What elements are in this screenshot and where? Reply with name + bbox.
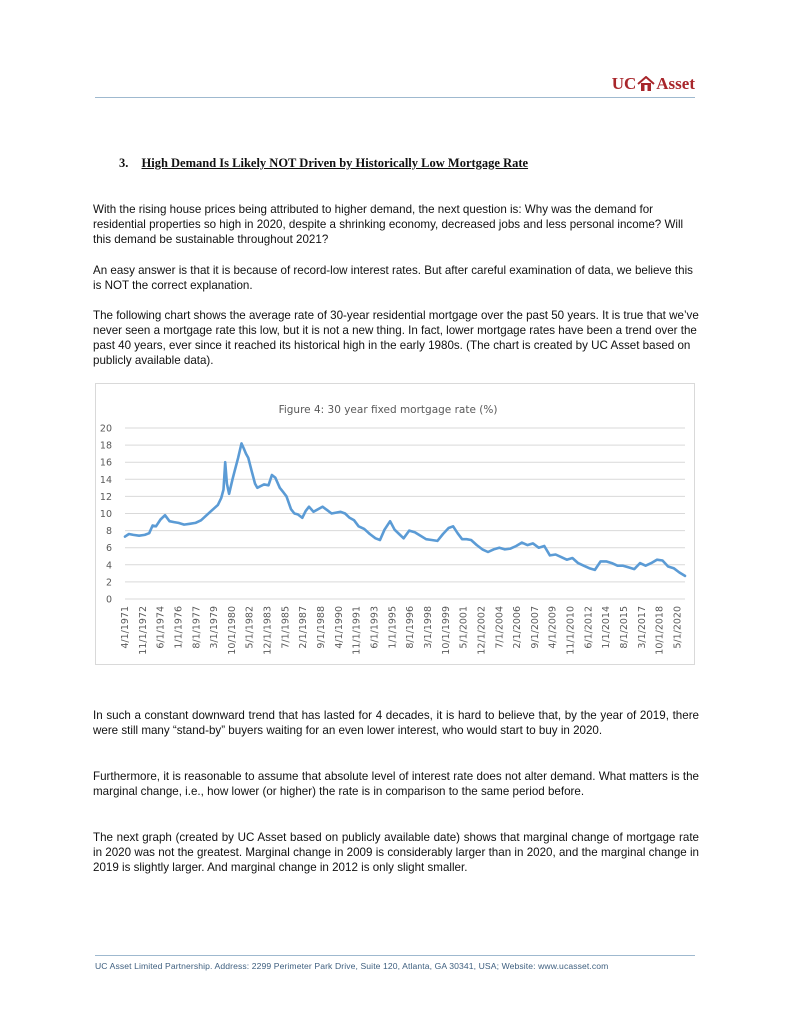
x-tick-label: 1/1/1995 <box>387 606 399 649</box>
section-heading <box>119 156 528 171</box>
x-tick-label: 6/1/1993 <box>369 606 381 649</box>
x-tick-label: 5/1/1982 <box>244 606 256 649</box>
x-tick-label: 4/1/1971 <box>120 606 131 649</box>
x-tick-label: 8/1/2015 <box>618 606 630 649</box>
footer-text: UC Asset Limited Partnership. Address: 2299 Perimeter Park Drive, Suite 120, Atlanta, GA 30341, USA; Website: www.ucasset.com <box>95 961 609 971</box>
x-tick-label: 11/1/1991 <box>351 606 363 655</box>
x-tick-label: 8/1/1996 <box>405 606 417 649</box>
x-tick-label: 12/1/1983 <box>262 606 274 655</box>
x-tick-label: 10/1/1980 <box>226 606 238 655</box>
x-tick-label: 10/1/1999 <box>440 606 452 655</box>
x-tick-label: 3/1/2017 <box>636 606 648 649</box>
x-tick-label: 6/1/1974 <box>155 606 167 649</box>
y-tick-label: 4 <box>105 560 112 572</box>
section-number: 3. <box>119 156 129 170</box>
logo-text-left: UC <box>611 74 637 93</box>
x-tick-label: 5/1/2020 <box>672 606 684 649</box>
x-tick-label: 8/1/1977 <box>191 606 203 649</box>
paragraph-4: In such a constant downward trend that has lasted for 4 decades, it is hard to believe that, by the year of 2019, there were still many “stand-by” buyers waiting for an even lower interest, who would start to buy in 2020. <box>93 709 699 737</box>
header-divider <box>95 97 695 98</box>
series-line-mortgage-rate <box>125 443 685 576</box>
x-tick-label: 5/1/2001 <box>458 606 470 649</box>
paragraph-2: An easy answer is that it is because of record-low interest rates. But after careful examination of data, we believe this is NOT the correct explanation. <box>93 264 693 292</box>
x-tick-label: 1/1/1976 <box>173 606 185 649</box>
x-tick-label: 1/1/2014 <box>601 606 613 649</box>
paragraph-6: The next graph (created by UC Asset based on publicly available date) shows that marginal change of mortgage rate in 2020 was not the greatest. Marginal change in 2009 is considerably larger than in 2020, and the marginal change in 2019 is slightly larger. And marginal change in 2012 is only slight smaller. <box>93 831 699 874</box>
y-tick-label: 20 <box>99 423 112 435</box>
y-tick-label: 16 <box>99 457 112 469</box>
x-tick-label: 7/1/2004 <box>494 606 506 649</box>
x-tick-label: 6/1/2012 <box>583 606 595 649</box>
y-tick-label: 12 <box>99 491 112 503</box>
y-tick-label: 10 <box>99 509 112 520</box>
x-tick-label: 3/1/1998 <box>423 606 435 649</box>
y-tick-label: 6 <box>105 543 112 555</box>
company-logo <box>612 74 695 94</box>
paragraph-3: The following chart shows the average rate of 30-year residential mortgage over the past 50 years. It is true that we’ve never seen a mortgage rate this low, but it is not a new thing. In fact, lower mortgage rates have been a trend over the past 40 years, ever since it reached its historical high in the early 1980s. (The chart is created by UC Asset based on publicly available data). <box>93 309 699 367</box>
x-tick-label: 3/1/1979 <box>209 606 221 649</box>
y-tick-label: 18 <box>99 440 112 452</box>
chart-title: Figure 4: 30 year fixed mortgage rate (%) <box>278 404 498 416</box>
section-title: High Demand Is Likely NOT Driven by Historically Low Mortgage Rate <box>141 156 529 170</box>
x-tick-label: 4/1/2009 <box>547 606 559 649</box>
chart-canvas <box>96 384 694 664</box>
paragraph-5: Furthermore, it is reasonable to assume that absolute level of interest rate does not alter demand. What matters is the marginal change, i.e., how lower (or higher) the rate is in comparison to the same period before. <box>93 770 699 798</box>
y-tick-label: 8 <box>105 526 112 538</box>
x-tick-label: 9/1/2007 <box>529 606 541 649</box>
x-tick-label: 11/1/1972 <box>137 606 149 655</box>
y-tick-label: 0 <box>105 594 112 606</box>
x-tick-label: 7/1/1985 <box>280 606 292 649</box>
x-tick-label: 2/1/1987 <box>298 606 310 649</box>
logo-text-right: Asset <box>656 74 695 93</box>
x-tick-label: 9/1/1988 <box>316 606 328 649</box>
x-tick-label: 4/1/1990 <box>333 606 345 649</box>
y-tick-label: 2 <box>105 577 112 589</box>
paragraph-1: With the rising house prices being attributed to higher demand, the next question is: Why was the demand for residential properties so high in 2020, despite a shrinking economy, decreased jobs and less personal income? Will this demand be sustainable throughout 2021? <box>93 203 684 246</box>
house-logo-icon <box>637 76 655 92</box>
x-tick-label: 10/1/2018 <box>654 606 666 655</box>
footer-divider <box>95 955 695 956</box>
mortgage-rate-chart <box>95 383 695 665</box>
x-tick-label: 2/1/2006 <box>512 606 524 649</box>
y-tick-label: 14 <box>99 474 112 486</box>
x-tick-label: 12/1/2002 <box>476 606 488 655</box>
x-tick-label: 11/1/2010 <box>565 606 577 655</box>
